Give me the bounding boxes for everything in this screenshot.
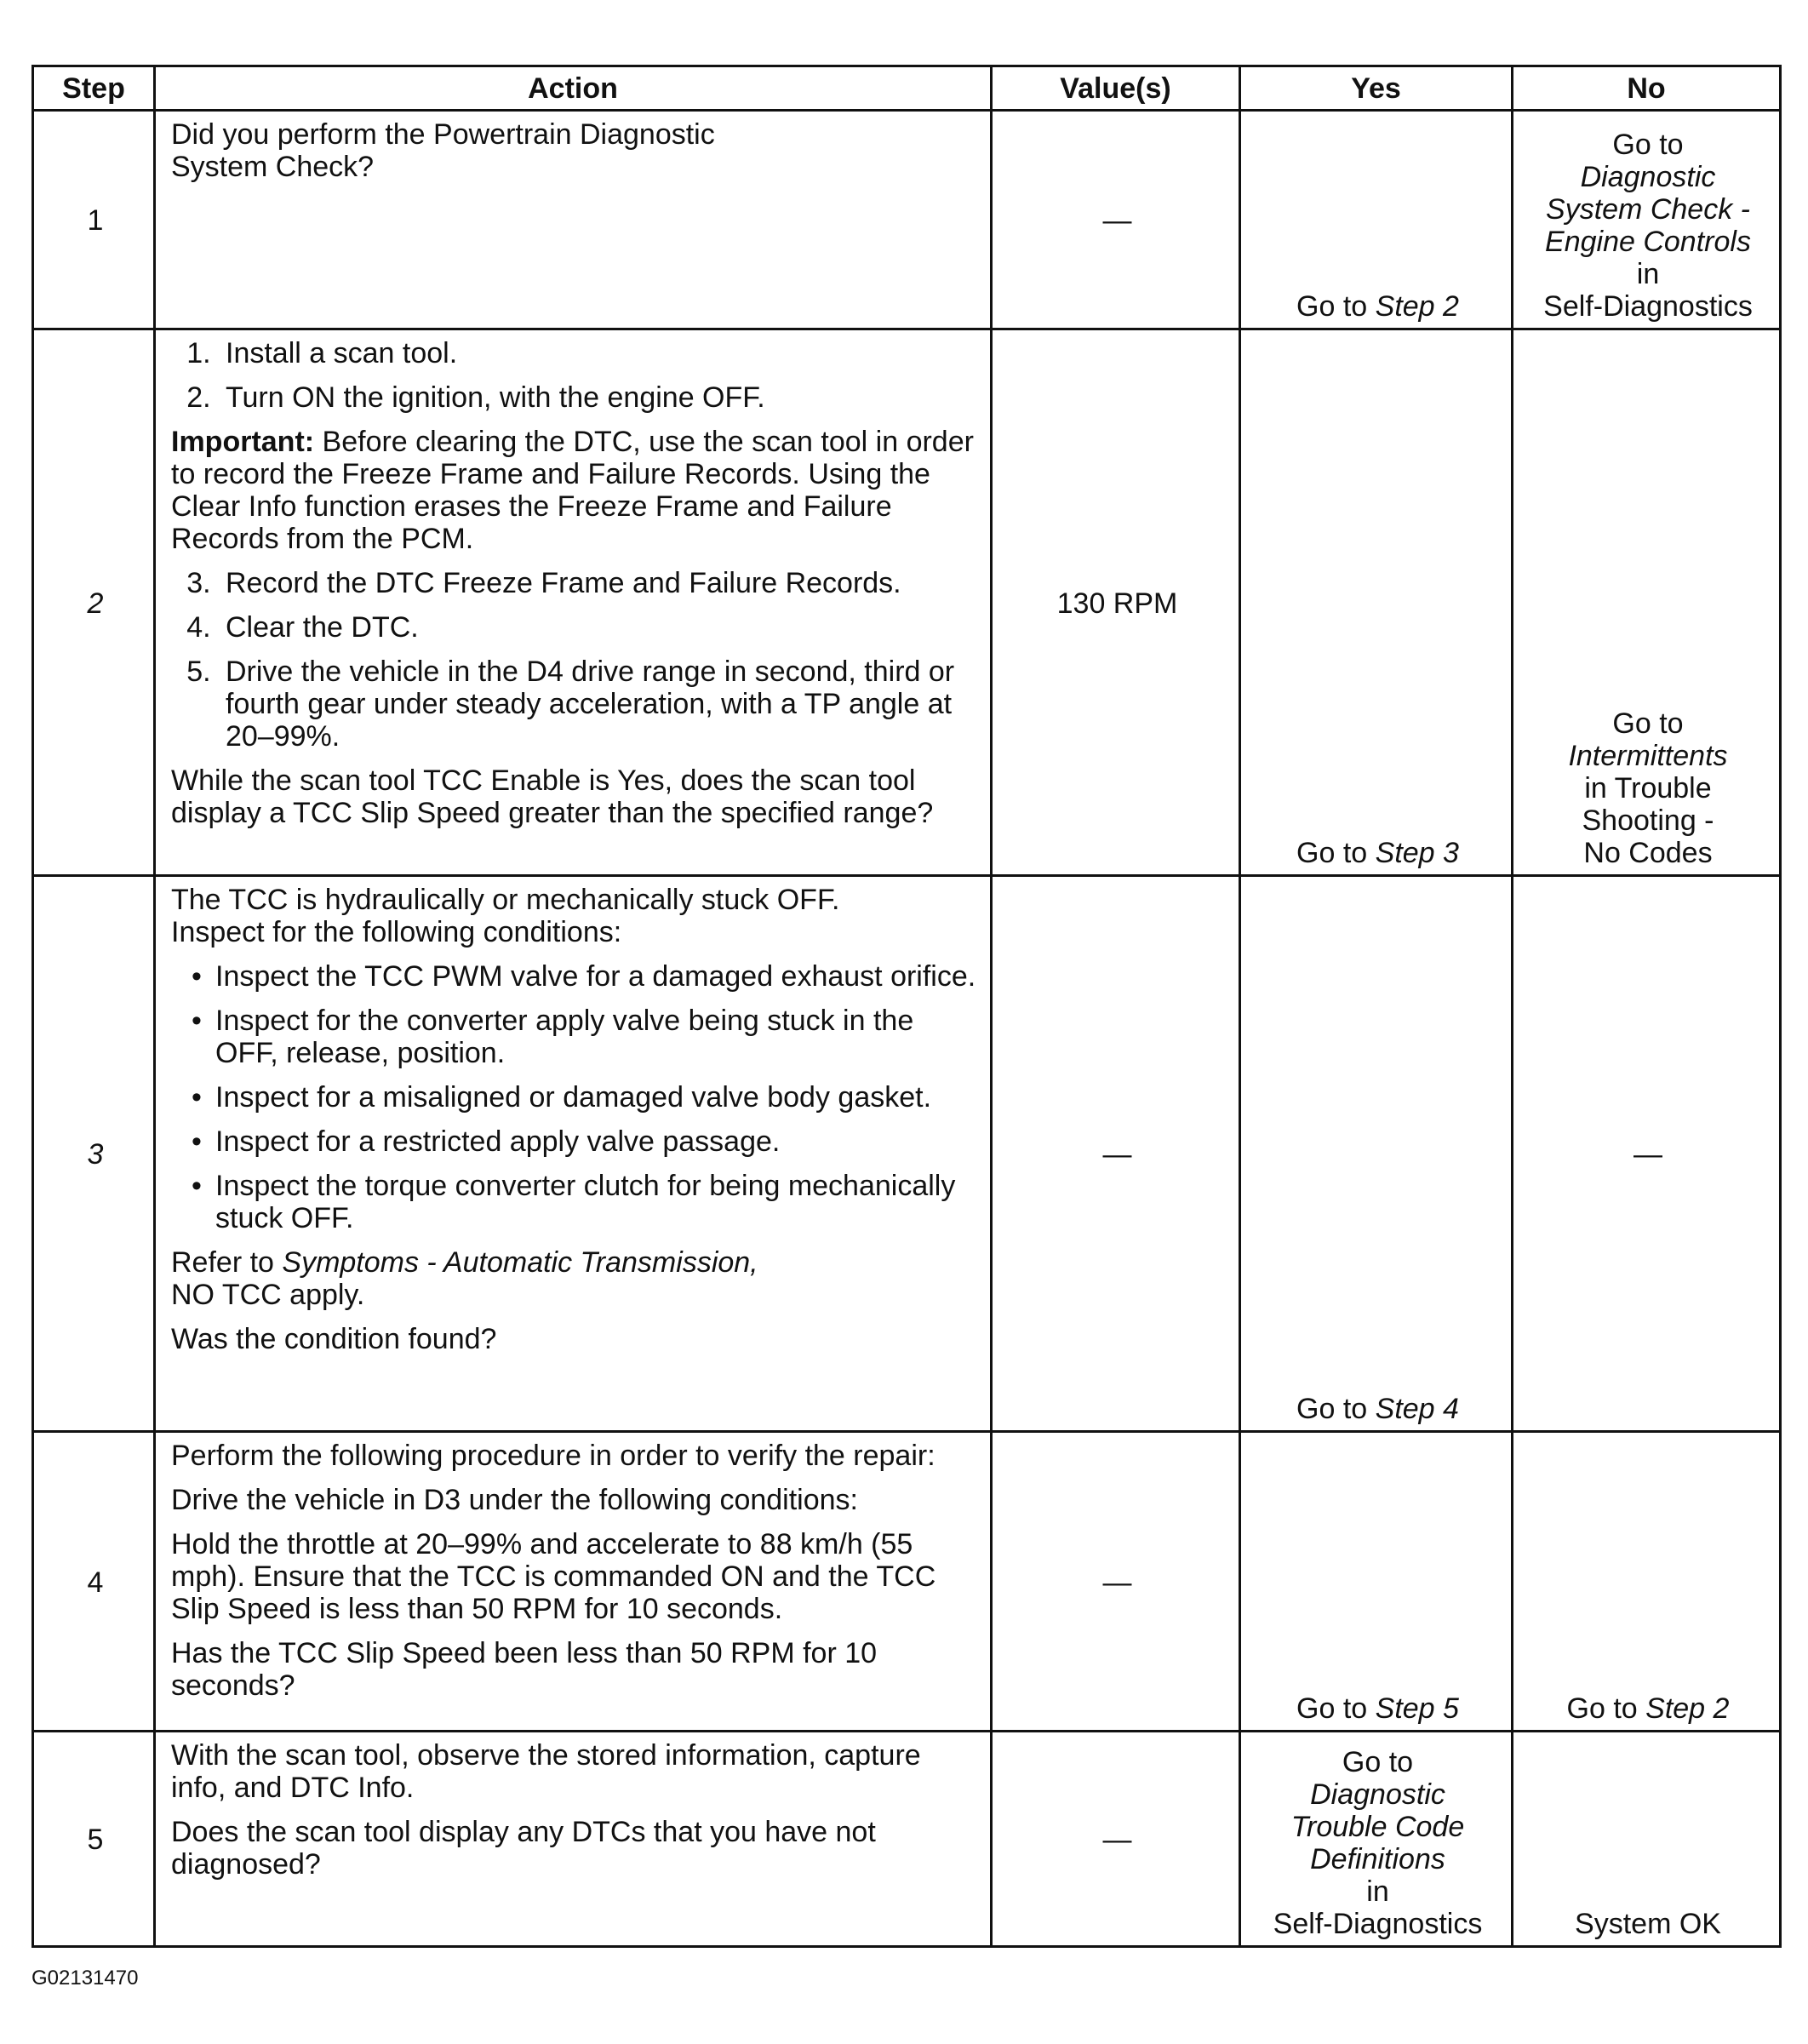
yes-step-link[interactable]: Step 4 bbox=[1375, 1393, 1459, 1425]
value-cell: — bbox=[992, 1732, 1240, 1947]
header-no: No bbox=[1513, 66, 1781, 111]
step-number: 5 bbox=[33, 1732, 155, 1947]
diagnostic-table bbox=[31, 65, 1782, 1948]
no-cell: — bbox=[1513, 876, 1781, 1432]
header-values: Value(s) bbox=[992, 66, 1240, 111]
no-prefix: Go to bbox=[1566, 1692, 1646, 1725]
refer-prefix: Refer to bbox=[171, 1246, 283, 1279]
yes-prefix: Go to bbox=[1296, 290, 1376, 323]
no-step-link[interactable]: Step 2 bbox=[1645, 1692, 1730, 1725]
list-item: • Inspect the torque converter clutch for being mechanically stuck OFF. bbox=[215, 1170, 978, 1234]
no-goto: Go to bbox=[1612, 129, 1684, 161]
refer-suffix: NO TCC apply. bbox=[171, 1279, 365, 1311]
no-cell: System OK bbox=[1513, 1732, 1781, 1947]
yes-cell bbox=[1240, 329, 1513, 876]
condition-intro: The TCC is hydraulically or mechanically stuck OFF. bbox=[171, 884, 840, 916]
no-cell bbox=[1513, 111, 1781, 329]
list-item: • Inspect the TCC PWM valve for a damaged exhaust orifice. bbox=[215, 960, 978, 993]
yes-prefix: Go to bbox=[1296, 837, 1376, 869]
yes-step-link[interactable]: Step 2 bbox=[1375, 290, 1459, 323]
action-question-cont: System Check? bbox=[171, 151, 375, 183]
no-line-3: Shooting - bbox=[1582, 804, 1714, 837]
inspection-list bbox=[171, 960, 978, 1234]
yes-section: Self-Diagnostics bbox=[1273, 1908, 1483, 1940]
action-question: Does the scan tool display any DTCs that you have not diagnosed? bbox=[171, 1816, 876, 1881]
refer-link[interactable]: Symptoms - Automatic Transmission, bbox=[282, 1246, 758, 1279]
no-cell bbox=[1513, 329, 1781, 876]
step-number: 2 bbox=[33, 329, 155, 876]
list-item: 2. Turn ON the ignition, with the engine OFF. bbox=[219, 381, 978, 414]
step-number: 3 bbox=[33, 876, 155, 1432]
list-item: 4. Clear the DTC. bbox=[219, 611, 978, 644]
no-line-2: in Trouble bbox=[1584, 772, 1712, 804]
figure-id: G02131470 bbox=[31, 1967, 139, 1990]
action-question: Has the TCC Slip Speed been less than 50 RPM for 10 seconds? bbox=[171, 1637, 878, 1702]
yes-prefix: Go to bbox=[1296, 1393, 1376, 1425]
value-cell: 130 RPM bbox=[992, 329, 1240, 876]
action-question: While the scan tool TCC Enable is Yes, does the scan tool display a TCC Slip Speed greater than the specified range? bbox=[171, 764, 934, 829]
refer-note bbox=[171, 1246, 978, 1311]
important-text: Before clearing the DTC, use the scan tool in order to record the Freeze Frame and Failure Records. Using the Clear Info function erases the Freeze Frame and Failure Records from the PCM. bbox=[171, 426, 974, 555]
header-action: Action bbox=[155, 66, 992, 111]
header-row bbox=[33, 66, 1781, 111]
action-cell bbox=[155, 329, 992, 876]
yes-link-line-2[interactable]: Trouble Code bbox=[1290, 1811, 1465, 1843]
procedure-list bbox=[171, 337, 978, 414]
yes-prefix: Go to bbox=[1296, 1692, 1376, 1725]
table-row-step-4 bbox=[33, 1432, 1781, 1732]
action-cell bbox=[155, 1432, 992, 1732]
procedure-list-continued bbox=[171, 567, 978, 753]
action-cell bbox=[155, 876, 992, 1432]
action-question: Was the condition found? bbox=[171, 1323, 497, 1355]
action-paragraph-3: Hold the throttle at 20–99% and accelerate to 88 km/h (55 mph). Ensure that the TCC is commanded ON and the TCC Slip Speed is less than 50 RPM for 10 seconds. bbox=[171, 1528, 936, 1625]
header-step: Step bbox=[33, 66, 155, 111]
table-row-step-2 bbox=[33, 329, 1781, 876]
inspect-intro: Inspect for the following conditions: bbox=[171, 916, 622, 948]
value-cell: — bbox=[992, 111, 1240, 329]
table-row-step-1 bbox=[33, 111, 1781, 329]
no-link-line-3[interactable]: Engine Controls bbox=[1545, 226, 1751, 258]
action-cell bbox=[155, 1732, 992, 1947]
yes-link-line-1[interactable]: Diagnostic bbox=[1310, 1778, 1445, 1811]
value-cell: — bbox=[992, 876, 1240, 1432]
action-paragraph-1: With the scan tool, observe the stored information, capture info, and DTC Info. bbox=[171, 1739, 921, 1804]
no-cell bbox=[1513, 1432, 1781, 1732]
important-label: Important: bbox=[171, 426, 315, 458]
yes-in: in bbox=[1366, 1875, 1389, 1908]
header-yes: Yes bbox=[1240, 66, 1513, 111]
list-item: • Inspect for the converter apply valve being stuck in the OFF, release, position. bbox=[215, 1005, 978, 1069]
table-row-step-5 bbox=[33, 1732, 1781, 1947]
yes-goto: Go to bbox=[1342, 1746, 1414, 1778]
no-link-line-1[interactable]: Intermittents bbox=[1568, 740, 1728, 772]
action-paragraph-1: Perform the following procedure in order to verify the repair: bbox=[171, 1440, 935, 1472]
yes-cell bbox=[1240, 111, 1513, 329]
list-item: 1. Install a scan tool. bbox=[219, 337, 978, 369]
step-number: 1 bbox=[33, 111, 155, 329]
no-goto: Go to bbox=[1612, 707, 1684, 740]
table-row-step-3 bbox=[33, 876, 1781, 1432]
list-item: 5. Drive the vehicle in the D4 drive range in second, third or fourth gear under steady acceleration, with a TP angle at 20–99%. bbox=[219, 656, 978, 753]
value-cell: — bbox=[992, 1432, 1240, 1732]
yes-step-link[interactable]: Step 5 bbox=[1375, 1692, 1459, 1725]
important-note bbox=[171, 426, 978, 555]
list-item: • Inspect for a misaligned or damaged valve body gasket. bbox=[215, 1081, 978, 1114]
yes-cell bbox=[1240, 876, 1513, 1432]
list-item: • Inspect for a restricted apply valve passage. bbox=[215, 1125, 978, 1158]
step-number: 4 bbox=[33, 1432, 155, 1732]
no-link-line-1[interactable]: Diagnostic bbox=[1580, 161, 1716, 193]
yes-cell bbox=[1240, 1432, 1513, 1732]
action-question: Did you perform the Powertrain Diagnostic bbox=[171, 118, 715, 151]
action-cell bbox=[155, 111, 992, 329]
no-in: in bbox=[1636, 258, 1660, 290]
list-item: 3. Record the DTC Freeze Frame and Failure Records. bbox=[219, 567, 978, 599]
no-section: Self-Diagnostics bbox=[1543, 290, 1753, 323]
no-line-4: No Codes bbox=[1583, 837, 1713, 869]
action-paragraph-2: Drive the vehicle in D3 under the following conditions: bbox=[171, 1484, 859, 1516]
no-link-line-2[interactable]: System Check - bbox=[1546, 193, 1750, 226]
yes-link-line-3[interactable]: Definitions bbox=[1310, 1843, 1445, 1875]
yes-cell bbox=[1240, 1732, 1513, 1947]
yes-step-link[interactable]: Step 3 bbox=[1375, 837, 1459, 869]
